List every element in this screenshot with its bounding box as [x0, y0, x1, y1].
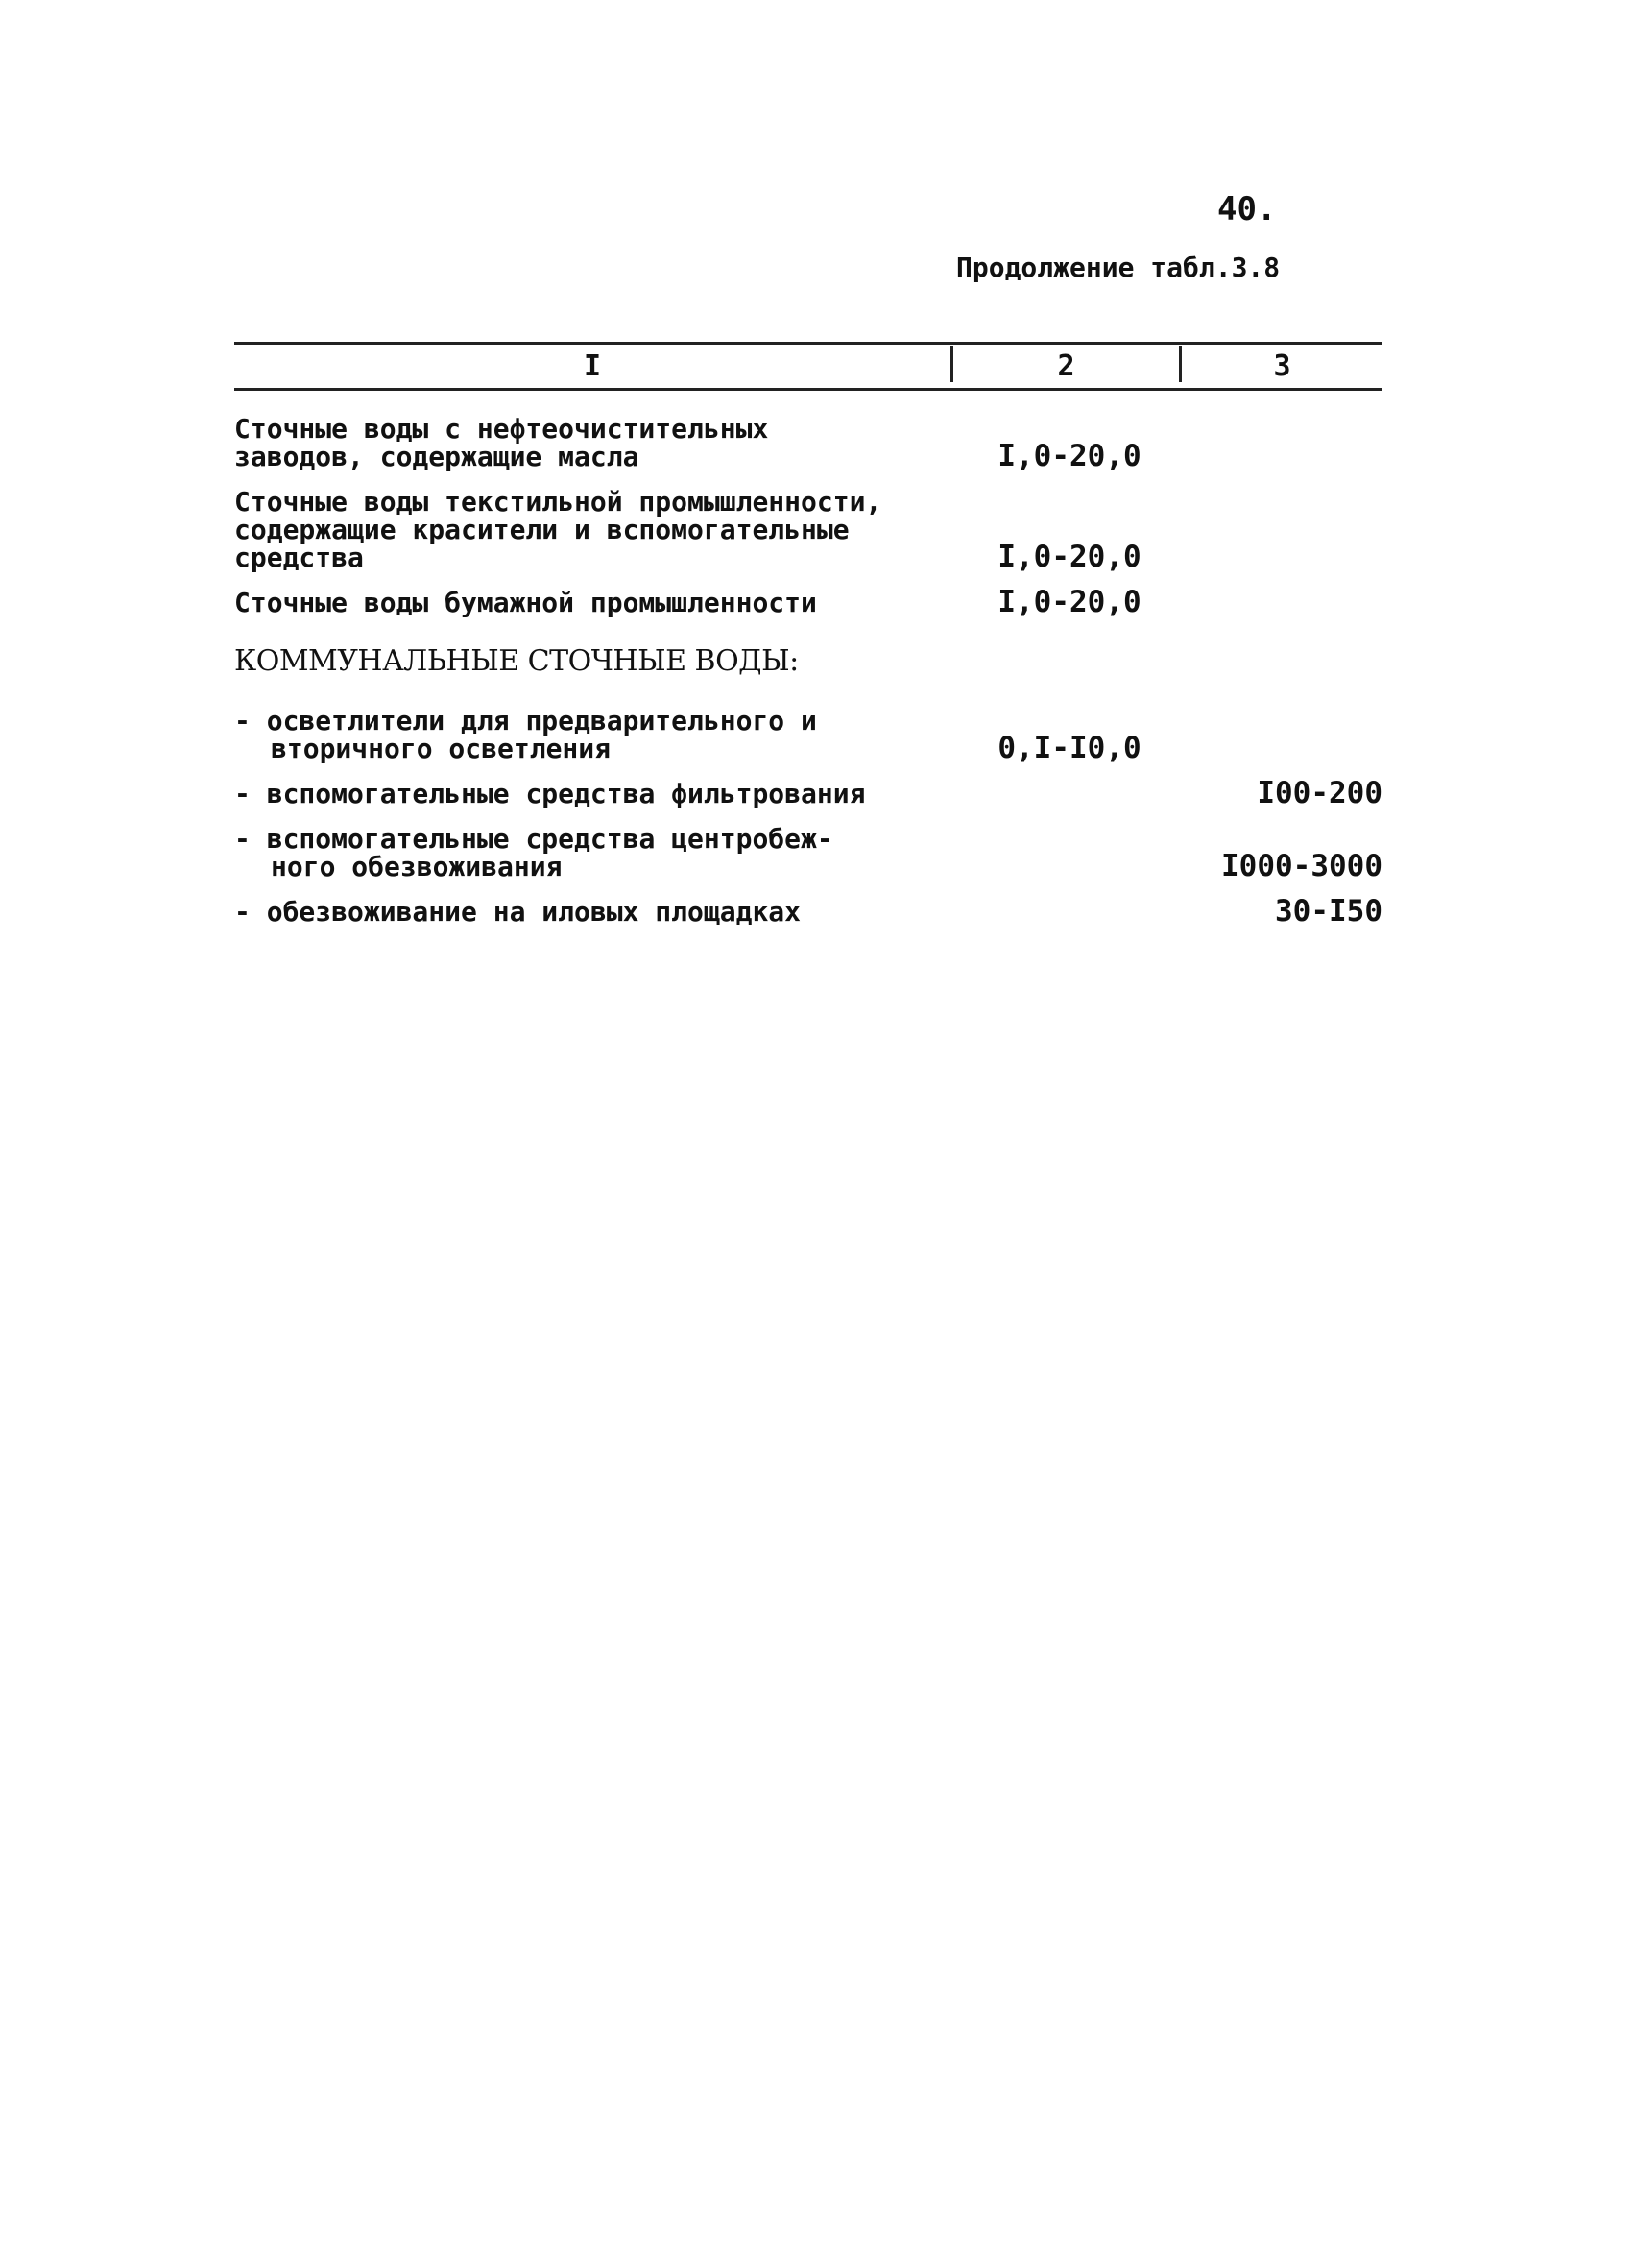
row-value-col3: I00-200	[1257, 776, 1382, 810]
table-caption: Продолжение табл.3.8	[956, 252, 1281, 283]
table-row	[234, 486, 1382, 574]
table-top-rule	[234, 342, 1382, 345]
row-label-line: содержащие красители и вспомогательные	[234, 514, 850, 545]
table-header-rule	[234, 388, 1382, 391]
section-heading: КОММУНАЛЬНЫЕ СТОЧНЫЕ ВОДЫ:	[234, 644, 799, 678]
row-label-line: средства	[234, 542, 364, 573]
column-header-1: I	[583, 350, 602, 383]
row-label-line: вторичного осветления	[271, 733, 612, 764]
page-number: 40.	[1217, 190, 1277, 229]
row-value-col3: 30-I50	[1275, 894, 1382, 929]
row-label	[234, 780, 945, 808]
row-label	[234, 707, 945, 762]
row-label-line: - вспомогательные средства центробеж-	[234, 825, 945, 853]
row-label-line: заводов, содержащие масла	[234, 441, 639, 472]
column-header-2: 2	[1057, 350, 1075, 383]
row-value-col3: I000-3000	[1221, 849, 1382, 883]
row-value-col2: I,0-20,0	[997, 540, 1141, 574]
table-row	[234, 825, 1382, 881]
row-value-col2: I,0-20,0	[997, 585, 1141, 619]
table-body	[234, 413, 1382, 929]
row-label-line: ного обезвоживания	[271, 851, 563, 882]
row-label-line: Сточные воды бумажной промышленности	[234, 587, 817, 618]
row-label-line: - вспомогательные средства фильтрования	[234, 780, 945, 808]
table-row	[234, 585, 1382, 619]
table-row	[234, 705, 1382, 765]
table-row	[234, 413, 1382, 473]
row-label-line: Сточные воды текстильной промышленности,	[234, 486, 882, 518]
table-row	[234, 894, 1382, 929]
row-label	[234, 589, 945, 616]
row-label-line: Сточные воды с нефтеочистительных	[234, 413, 769, 445]
row-label	[234, 415, 945, 470]
row-label-line: - осветлители для предварительного и	[234, 707, 945, 735]
row-label	[234, 488, 945, 571]
row-value-col2: I,0-20,0	[997, 439, 1141, 473]
table-row	[234, 776, 1382, 810]
row-label-line: - обезвоживание на иловых площадках	[234, 898, 945, 926]
row-label	[234, 898, 945, 926]
row-label	[234, 825, 945, 881]
column-header-3: 3	[1273, 350, 1291, 383]
row-value-col2: 0,I-I0,0	[997, 731, 1141, 765]
